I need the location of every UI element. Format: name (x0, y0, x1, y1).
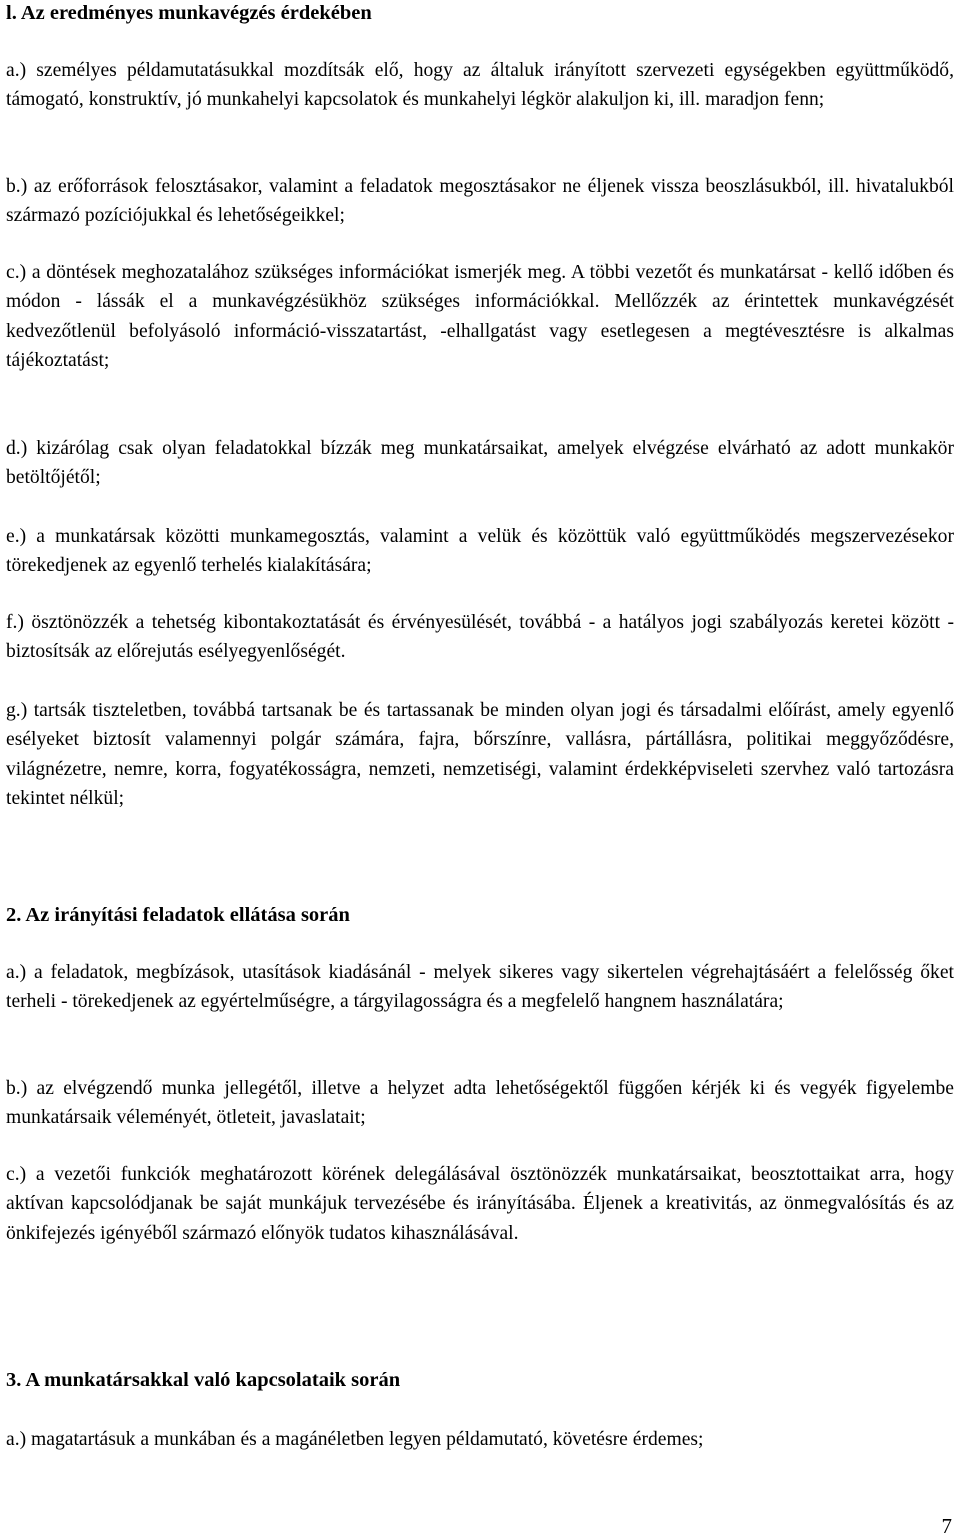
section-1-item-d: d.) kizárólag csak olyan feladatokkal bízzák meg munkatársaikat, amelyek elvégzése elvárható az adott munkakör betöltőjétől; (6, 438, 954, 489)
section-1-item-a: a.) személyes példamutatásukkal mozdítsák elő, hogy az általuk irányított szervezeti egységekben együttműködő, támogató, konstruktív, jó munkahelyi kapcsolatok és munkahelyi légkör alakuljon ki, ill. maradjon fenn; (6, 60, 954, 111)
section-1-item-b: b.) az erőforrások felosztásakor, valamint a feladatok megosztásakor ne éljenek vissza beoszlásukból, ill. hivatalukból származó pozíciójukkal és lehetőségeikkel; (6, 176, 954, 227)
section-1-item-g: g.) tartsák tiszteletben, továbbá tartsanak be és tartassanak be minden olyan jogi és társadalmi előírást, amely egyenlő esélyeket biztosít valamennyi polgár számára, fajra, bőrszínre, vallásra, pártállásra, politikai meggyőződésre, világnézetre, nemre, korra, fogyatékosságra, nemzeti, nemzetiségi, valamint érdekképviseleti szervhez való tartozásra tekintet nélkül; (6, 700, 954, 810)
section-2-item-b: b.) az elvégzendő munka jellegétől, illetve a helyzet adta lehetőségektől függően kérjék ki és vegyék figyelembe munkatársaik véleményét, ötleteit, javaslatait; (6, 1078, 954, 1129)
section-1-item-c: c.) a döntések meghozatalához szükséges információkat ismerjék meg. A többi vezetőt és munkatársat - kellő időben és módon - lássák el a munkavégzésükhöz szükséges információkkal. Mellőzzék az érintettek munkavégzését kedvezőtlenül befolyásoló információ-visszatartást, -elhallgatást vagy esetlegesen a megtévesztésre is alkalmas tájékoztatást; (6, 262, 954, 372)
section-1-heading: l. Az eredményes munkavégzés érdekében (6, 2, 372, 24)
section-3-item-a: a.) magatartásuk a munkában és a magánéletben legyen példamutató, követésre érdemes; (6, 1429, 704, 1450)
section-2-item-c: c.) a vezetői funkciók meghatározott körének delegálásával ösztönözzék munkatársaikat, beosztottaikat arra, hogy aktívan kapcsolódjanak be saját munkájuk tervezésébe és irányításába. Éljenek a kreativitás, az önmegvalósítás és az önkifejezés igényéből származó előnyök tudatos kihasználásával. (6, 1164, 954, 1244)
section-1-item-f: f.) ösztönözzék a tehetség kibontakoztatását és érvényesülését, továbbá - a hatályos jogi szabályozás keretei között - biztosítsák az előrejutás esélyegyenlőségét. (6, 612, 954, 663)
section-2-item-a: a.) a feladatok, megbízások, utasítások kiadásánál - melyek sikeres vagy sikertelen végrehajtásáért a felelősség őket terheli - törekedjenek az egyértelműségre, a tárgyilagosságra és a megfelelő hangnem használatára; (6, 962, 954, 1013)
section-3-heading: 3. A munkatársakkal való kapcsolataik során (6, 1369, 401, 1391)
section-1-item-e: e.) a munkatársak közötti munkamegosztás, valamint a velük és közöttük való együttműködés megszervezésekor törekedjenek az egyenlő terhelés kialakítására; (6, 526, 954, 577)
section-2-heading: 2. Az irányítási feladatok ellátása során (6, 904, 350, 926)
page-number: 7 (941, 1514, 952, 1538)
